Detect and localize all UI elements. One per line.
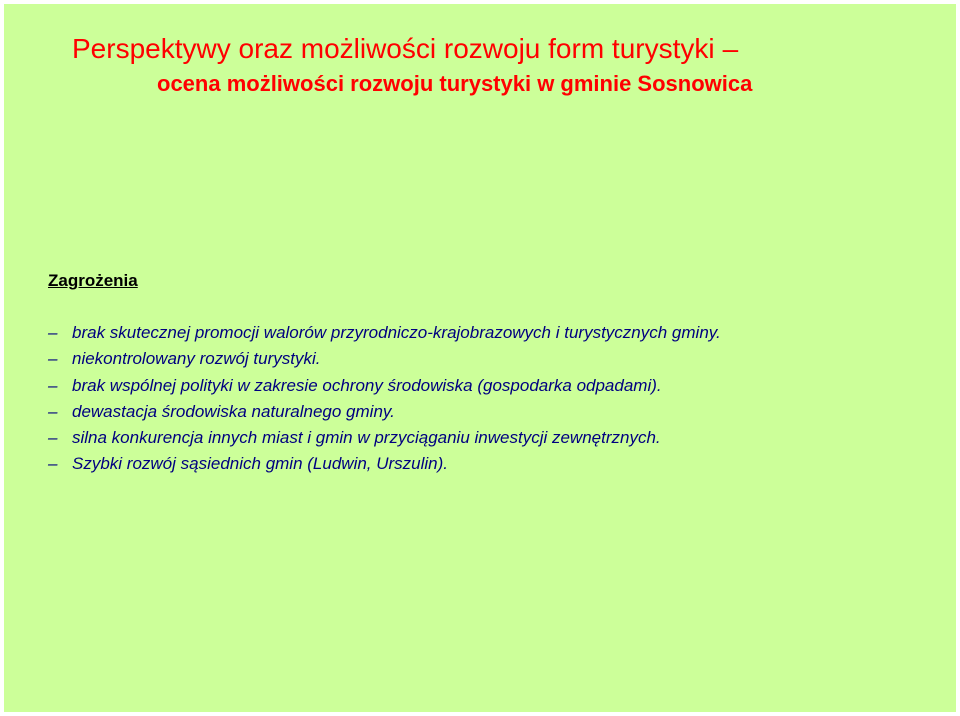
list-item-text: silna konkurencja innych miast i gmin w przyciąganiu inwestycji zewnętrznych. bbox=[72, 428, 661, 448]
bullet-dash: – bbox=[48, 428, 58, 448]
list-item-text: niekontrolowany rozwój turystyki. bbox=[72, 349, 321, 369]
bullet-dash: – bbox=[48, 349, 58, 369]
section-heading-threats: Zagrożenia bbox=[48, 271, 138, 290]
slide-title-text: Perspektywy oraz możliwości rozwoju form turystyki bbox=[72, 33, 715, 64]
list-item-text: dewastacja środowiska naturalnego gminy. bbox=[72, 401, 395, 421]
list-item-text: brak skutecznej promocji walorów przyrodniczo-krajobrazowych i turystycznych gminy. bbox=[72, 323, 721, 342]
bullet-dash: – bbox=[48, 401, 58, 421]
list-item bbox=[48, 451, 938, 477]
list-item bbox=[48, 425, 938, 451]
slide bbox=[4, 4, 956, 712]
slide-subtitle: ocena możliwości rozwoju turystyki w gminie Sosnowica bbox=[157, 71, 753, 96]
list-item bbox=[48, 373, 938, 399]
slide-title-dash: – bbox=[722, 33, 739, 64]
list-item-text: brak wspólnej polityki w zakresie ochrony środowiska (gospodarka odpadami). bbox=[72, 375, 662, 395]
slide-title bbox=[72, 32, 738, 66]
bullet-dash: – bbox=[48, 454, 58, 474]
list-item bbox=[48, 399, 938, 425]
list-item bbox=[48, 346, 938, 372]
list-item bbox=[48, 320, 938, 346]
bullet-dash: – bbox=[48, 375, 58, 395]
threats-list bbox=[48, 320, 938, 478]
bullet-dash: – bbox=[48, 323, 58, 342]
list-item-text: Szybki rozwój sąsiednich gmin (Ludwin, Urszulin). bbox=[72, 454, 449, 474]
